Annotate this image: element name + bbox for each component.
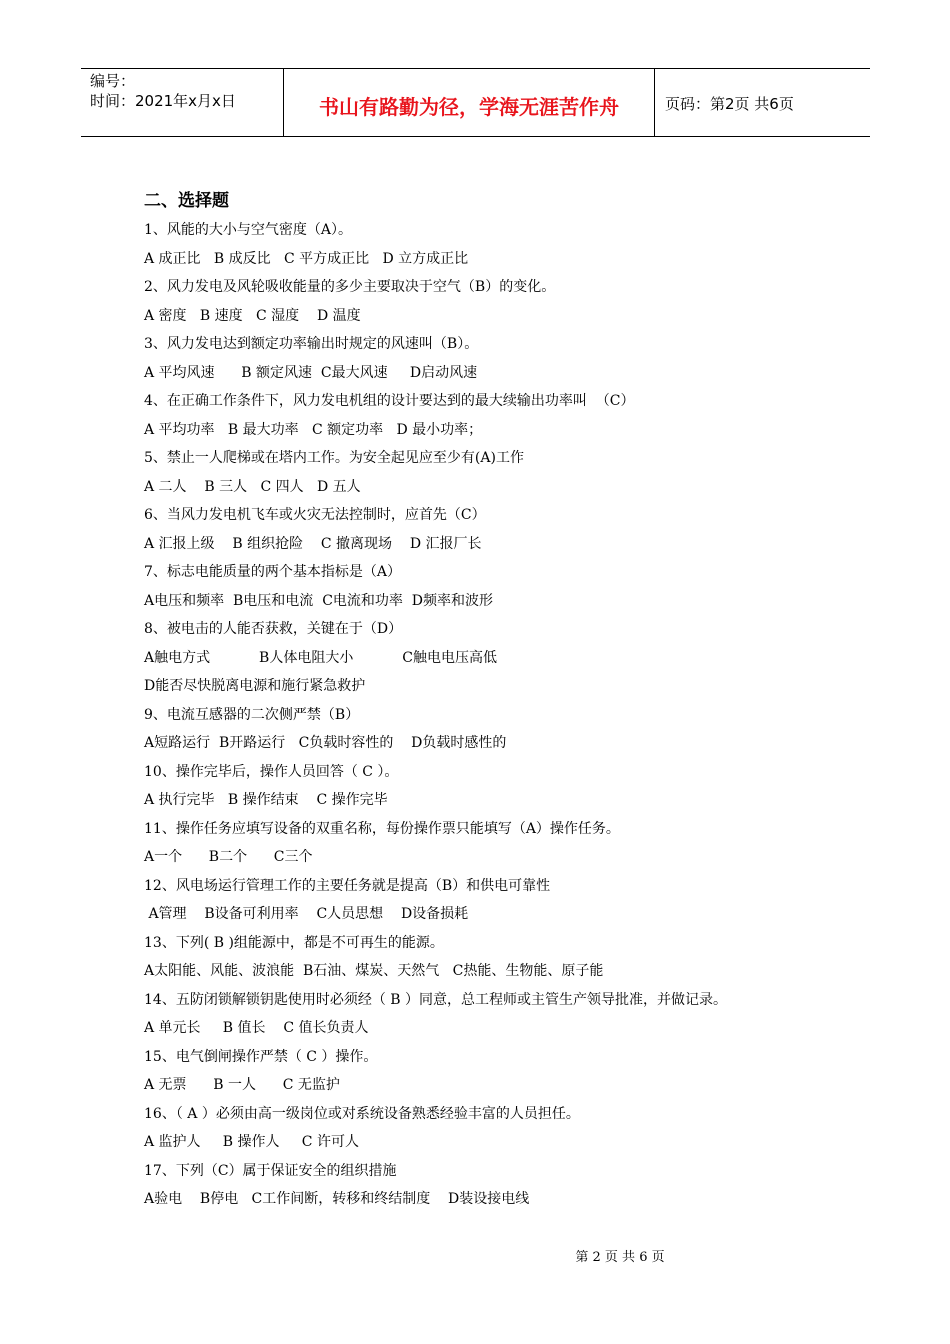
motto-text: 书山有路勤为径，学海无涯苦作舟 bbox=[319, 95, 619, 119]
text-line: A 执行完毕 B 操作结束 C 操作完毕 bbox=[144, 792, 388, 808]
text-line: 6、当风力发电机飞车或火灾无法控制时，应首先（C） bbox=[144, 507, 486, 523]
text-line: A 单元长 B 值长 C 值长负责人 bbox=[144, 1020, 369, 1036]
text-line: 15、电气倒闸操作严禁（ C ）操作。 bbox=[144, 1048, 378, 1065]
text-line: A 汇报上级 B 组织抢险 C 撤离现场 D 汇报厂长 bbox=[144, 535, 482, 552]
text-line: A 平均风速 B 额定风速 C最大风速 D启动风速 bbox=[144, 364, 478, 381]
text-line: 14、五防闭锁解锁钥匙使用时必须经（ B ）同意，总工程师或主管生产领导批准，并做记录。 bbox=[144, 991, 728, 1008]
text-line: 7、标志电能质量的两个基本指标是（A） bbox=[144, 564, 402, 580]
text-line: 9、电流互感器的二次侧严禁（B） bbox=[144, 706, 360, 723]
text-line: 5、禁止一人爬梯或在塔内工作。为安全起见应至少有(A)工作 bbox=[144, 450, 524, 466]
page-header bbox=[81, 68, 870, 137]
text-line: 17、下列（C）属于保证安全的组织措施 bbox=[144, 1162, 397, 1179]
text-line: A 二人 B 三人 C 四人 D 五人 bbox=[144, 478, 361, 495]
footer-page-number: 第 2 页 共 6 页 bbox=[575, 1250, 665, 1265]
page-footer bbox=[0, 1246, 950, 1265]
text-line: A 平均功率 B 最大功率 C 额定功率 D 最小功率； bbox=[144, 421, 483, 438]
question-list bbox=[144, 186, 844, 1214]
text-line: 16、（ A ）必须由高一级岗位或对系统设备熟悉经验丰富的人员担任。 bbox=[144, 1105, 580, 1122]
document-number: 编号： bbox=[90, 72, 136, 90]
text-line: 11、操作任务应填写设备的双重名称，每份操作票只能填写（A）操作任务。 bbox=[144, 820, 620, 837]
text-line: 12、风电场运行管理工作的主要任务就是提高（B）和供电可靠性 bbox=[144, 877, 551, 894]
section-title: 二、选择题 bbox=[144, 191, 229, 211]
document-time: 时间：2021年x月x日 bbox=[90, 92, 236, 110]
text-line: D能否尽快脱离电源和施行紧急救护 bbox=[144, 678, 366, 694]
text-line: 10、操作完毕后，操作人员回答（ C ）。 bbox=[144, 763, 399, 780]
text-line: 2、风力发电及风轮吸收能量的多少主要取决于空气（B）的变化。 bbox=[144, 279, 556, 295]
text-line: 8、被电击的人能否获救，关键在于（D） bbox=[144, 621, 403, 637]
page-info-text: 页码：第2页 共6页 bbox=[665, 95, 794, 113]
text-line: A 密度 B 速度 C 湿度 D 温度 bbox=[144, 307, 361, 324]
text-line: 13、下列( B )组能源中，都是不可再生的能源。 bbox=[144, 934, 444, 951]
text-line: A 成正比 B 成反比 C 平方成正比 D 立方成正比 bbox=[144, 250, 469, 267]
text-line: 4、在正确工作条件下，风力发电机组的设计要达到的最大续输出功率叫 （C） bbox=[144, 393, 635, 409]
text-line: A短路运行 B开路运行 C负载时容性的 D负载时感性的 bbox=[144, 735, 507, 751]
header-page-info bbox=[655, 69, 870, 136]
text-line: A 监护人 B 操作人 C 许可人 bbox=[144, 1134, 359, 1150]
header-motto bbox=[283, 69, 655, 136]
text-line: 1、风能的大小与空气密度（A）。 bbox=[144, 222, 353, 238]
text-line: A电压和频率 B电压和电流 C电流和功率 D频率和波形 bbox=[144, 592, 494, 609]
text-line: A管理 B设备可利用率 C人员思想 D设备损耗 bbox=[144, 906, 469, 922]
text-line: A验电 B停电 C工作间断，转移和终结制度 D装设接电线 bbox=[144, 1191, 530, 1207]
text-line: 3、风力发电达到额定功率输出时规定的风速叫（B）。 bbox=[144, 336, 479, 352]
header-meta bbox=[81, 69, 283, 136]
text-line: A 无票 B 一人 C 无监护 bbox=[144, 1077, 340, 1093]
text-line: A触电方式 B人体电阻大小 C触电电压高低 bbox=[144, 649, 498, 666]
text-line: A一个 B二个 C三个 bbox=[144, 849, 313, 865]
text-line: A太阳能、风能、波浪能 B石油、煤炭、天然气 C热能、生物能、原子能 bbox=[144, 963, 604, 979]
